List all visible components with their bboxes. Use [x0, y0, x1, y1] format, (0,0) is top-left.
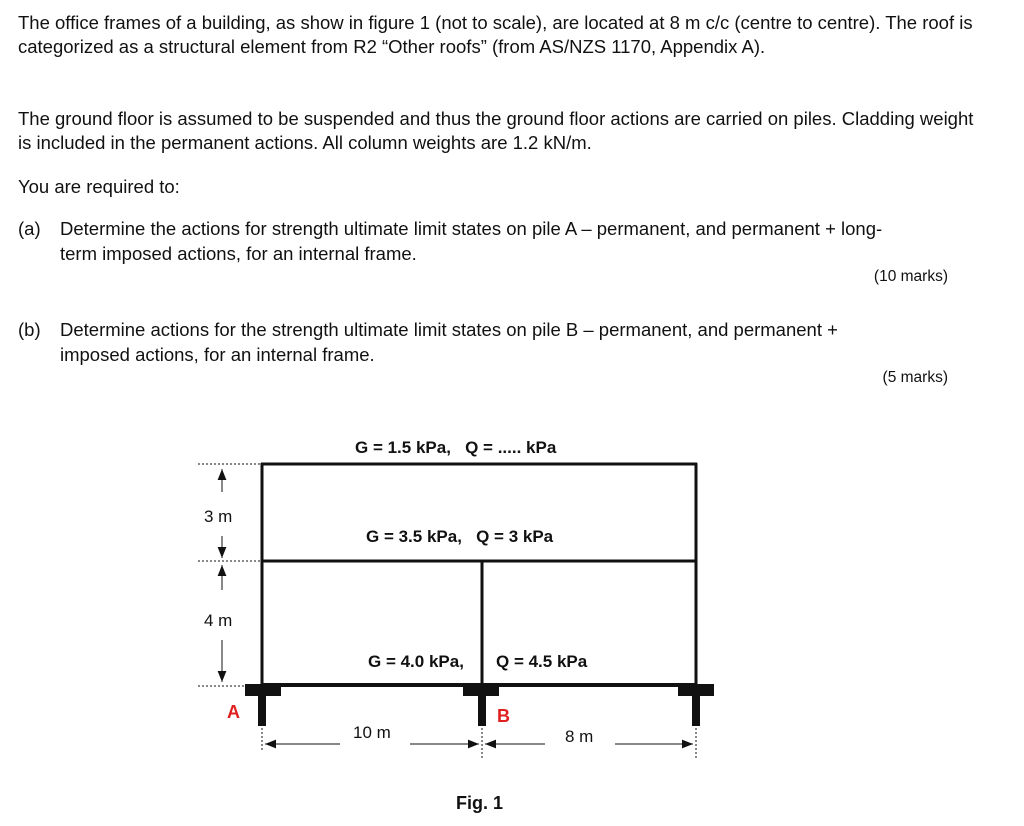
- roof-load-label: G = 1.5 kPa, Q = ..... kPa: [355, 438, 557, 457]
- pile-right-support: [678, 684, 714, 726]
- height-lower-label: 4 m: [204, 611, 233, 630]
- question-b-marks: (5 marks): [882, 369, 948, 386]
- figure-caption: Fig. 1: [456, 793, 504, 813]
- first-floor-load-label: G = 3.5 kPa, Q = 3 kPa: [366, 527, 554, 546]
- intro-paragraph: The office frames of a building, as show in figure 1 (not to scale), are located at 8 m c/c (centre to centre). The roof is categorized as a structural element from R2 “Other roofs” (from AS/NZS 1170, Appendix A).: [18, 12, 973, 57]
- ground-floor-load-g-label: G = 4.0 kPa,: [368, 652, 464, 671]
- assumptions-paragraph: The ground floor is assumed to be suspended and thus the ground floor actions are carried on piles. Cladding weight is included in the permanent actions. All column weights are 1.2 kN/m.: [18, 108, 974, 153]
- question-a-marks: (10 marks): [873, 268, 948, 285]
- question-a-text: Determine the actions for strength ultimate limit states on pile A – permanent, and permanent + long-term imposed actions, for an internal frame.: [60, 218, 883, 264]
- question-b-label: (b): [18, 319, 41, 340]
- required-paragraph: You are required to:: [18, 176, 180, 197]
- pile-b-support: [463, 684, 499, 726]
- span-right-label: 8 m: [565, 727, 594, 746]
- question-b-text: Determine actions for the strength ultimate limit states on pile B – permanent, and permanent + imposed actions, for an internal frame.: [60, 319, 838, 365]
- span-left-label: 10 m: [353, 723, 391, 742]
- ground-floor-load-q-label: Q = 4.5 kPa: [496, 652, 588, 671]
- height-upper-label: 3 m: [204, 507, 233, 526]
- pile-b-label: B: [497, 706, 510, 726]
- question-a-label: (a): [18, 218, 41, 239]
- pile-a-label: A: [227, 702, 240, 722]
- pile-a-support: [245, 684, 281, 726]
